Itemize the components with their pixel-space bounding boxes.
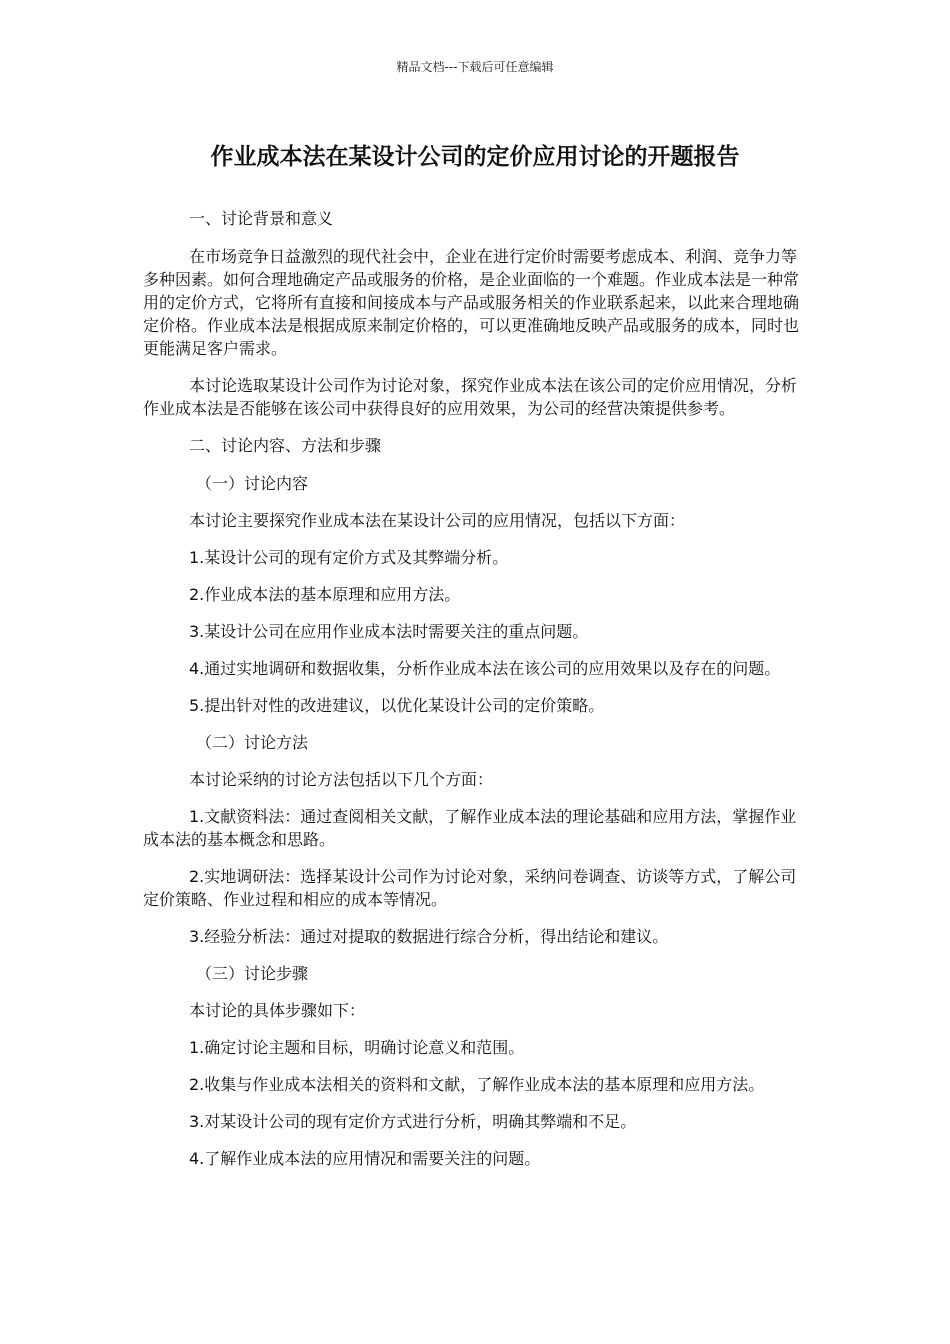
list-item: 3.某设计公司在应用作业成本法时需要关注的重点问题。 bbox=[189, 622, 589, 641]
list-item: 3.对某设计公司的现有定价方式进行分析，明确其弊端和不足。 bbox=[189, 1112, 637, 1131]
section-heading-content-methods: 二、讨论内容、方法和步骤 bbox=[189, 436, 382, 455]
document-title: 作业成本法在某设计公司的定价应用讨论的开题报告 bbox=[210, 144, 740, 170]
subheading-methods: （二）讨论方法 bbox=[196, 733, 309, 752]
paragraph-background-1: 在市场竞争日益激烈的现代社会中，企业在进行定价时需要考虑成本、利润、竞争力等多种因素。如何合理地确定产品或服务的价格，是企业面临的一个难题。作业成本法是一种常用的定价方式，它将所有直接和间接成本与产品或服务相关的作业联系起来，以此来合理地确定价格。作业成本法是根据成原来制定价格的，可以更准确地反映产品或服务的成本，同时也更能满足客户需求。 bbox=[143, 247, 800, 358]
section-heading-background: 一、讨论背景和意义 bbox=[189, 209, 334, 228]
methods-intro: 本讨论采纳的讨论方法包括以下几个方面： bbox=[189, 770, 494, 789]
list-item: 3.经验分析法：通过对提取的数据进行综合分析，得出结论和建议。 bbox=[189, 927, 669, 946]
list-item: 2.作业成本法的基本原理和应用方法。 bbox=[189, 585, 461, 604]
paragraph-background-2: 本讨论选取某设计公司作为讨论对象，探究作业成本法在该公司的定价应用情况，分析作业成本法是否能够在该公司中获得良好的应用效果，为公司的经营决策提供参考。 bbox=[143, 376, 798, 418]
list-item: 4.了解作业成本法的应用情况和需要关注的问题。 bbox=[189, 1149, 541, 1168]
subheading-content: （一）讨论内容 bbox=[196, 474, 309, 493]
document-body bbox=[143, 207, 811, 1184]
content-intro: 本讨论主要探究作业成本法在某设计公司的应用情况，包括以下方面： bbox=[189, 511, 686, 530]
steps-intro: 本讨论的具体步骤如下： bbox=[189, 1001, 366, 1020]
list-item: 1.确定讨论主题和目标，明确讨论意义和范围。 bbox=[189, 1038, 525, 1057]
header-note: 精品文档---下载后可任意编辑 bbox=[396, 60, 554, 74]
list-item: 1.某设计公司的现有定价方式及其弊端分析。 bbox=[189, 548, 509, 567]
list-item: 4.通过实地调研和数据收集，分析作业成本法在该公司的应用效果以及存在的问题。 bbox=[189, 659, 781, 678]
subheading-steps: （三）讨论步骤 bbox=[196, 964, 309, 983]
list-item: 2.实地调研法：选择某设计公司作为讨论对象，采纳问卷调查、访谈等方式，了解公司定价策略、作业过程和相应的成本等情况。 bbox=[143, 867, 797, 909]
list-item: 5.提出针对性的改进建议，以优化某设计公司的定价策略。 bbox=[189, 696, 605, 715]
list-item: 2.收集与作业成本法相关的资料和文献，了解作业成本法的基本原理和应用方法。 bbox=[189, 1075, 765, 1094]
list-item: 1.文献资料法：通过查阅相关文献，了解作业成本法的理论基础和应用方法，掌握作业成本法的基本概念和思路。 bbox=[143, 807, 797, 849]
